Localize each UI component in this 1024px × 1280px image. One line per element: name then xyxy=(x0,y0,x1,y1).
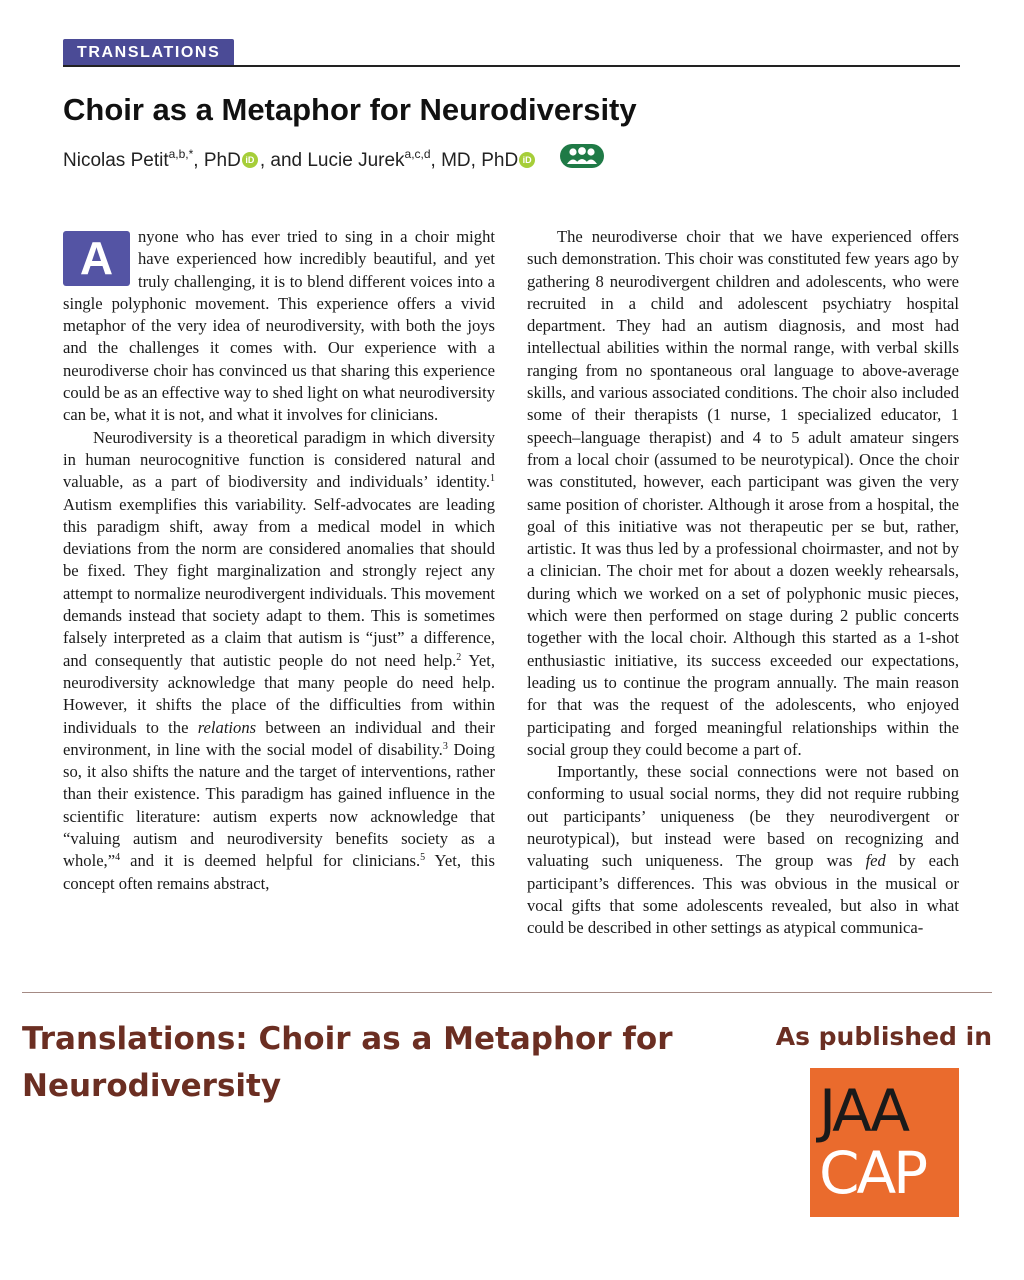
journal-logo xyxy=(810,1068,959,1217)
orcid-icon[interactable]: iD xyxy=(519,152,535,168)
author-1-name: Nicolas Petit xyxy=(63,150,169,171)
author-2-degree: , MD, PhD xyxy=(430,150,519,171)
group-icon xyxy=(559,143,605,175)
orcid-icon[interactable]: iD xyxy=(242,152,258,168)
footer-rule xyxy=(22,992,992,993)
published-in-label: As published in xyxy=(775,1022,992,1051)
author-2-affiliations: a,c,d xyxy=(404,147,431,161)
reference-2[interactable]: 2 xyxy=(456,651,462,663)
author-1-degree: , PhD xyxy=(193,150,241,171)
reference-3[interactable]: 3 xyxy=(442,740,448,752)
footer-title: Translations: Choir as a Metaphor for Neurodiversity xyxy=(22,1021,673,1104)
drop-cap: A xyxy=(63,231,130,286)
body-column-left xyxy=(63,226,495,895)
header-rule xyxy=(63,65,960,67)
body-column-right xyxy=(527,226,959,940)
author-connector: , and Lucie Jurek xyxy=(259,150,405,171)
author-1-affiliations: a,b,* xyxy=(168,147,194,161)
paragraph-4: Importantly, these social connections were not based on conforming to usual social norms, they did not require rubbing out participants’ uniqueness (be they neurodivergent or neurotypical), but instead were based on recognizing and valuating such uniqueness. The group was fed by each participant’s differences. This was obvious in the musical or vocal gifts that some adolescents revealed, but also in what could be described in other settings as atypical communica- xyxy=(527,762,959,938)
logo-line-2: CAP xyxy=(819,1139,926,1207)
logo-line-1: JAA xyxy=(819,1077,908,1145)
paragraph-1: A nyone who has ever tried to sing in a choir might have experienced how incredibly beautiful, and yet truly challenging, it is to blend different voices into a single polyphonic movement. This experience offers a vivid metaphor of the very idea of neurodiversity, with both the joys and the challenges it comes with. Our experience with a neurodiverse choir has convinced us that sharing this experience could be as an effective way to shed light on what neurodiversity can be, what it is not, and what it involves for clinicians. xyxy=(63,227,495,425)
paragraph-3: The neurodiverse choir that we have experienced offers such demonstration. This choir was constituted few years ago by gathering 8 neurodivergent children and adolescents, who were recruited in a child and adolescent psychiatry hospital department. They had an autism diagnosis, and most had intellectual abilities within the normal range, with verbal skills ranging from no spontaneous oral language to above-average skills, and various associated conditions. The choir also included some of their therapists (1 nurse, 1 specialized educator, 1 speech–language therapist) and 4 to 5 adult amateur singers from a local choir (assumed to be neurotypical). Once the choir was constituted, however, each participant was given the very same position of chorister. Although it arose from a hospital, the goal of this initiative was not therapeutic per se but, rather, artistic. It was thus led by a professional choirmaster, and not by a clinician. The choir met for about a dozen weekly rehearsals, during which we worked on a set of polyphonic music pieces, which were then performed on stage during 2 public concerts together with the local choir. Although this started as a 1-shot enthusiastic initiative, its success exceeded our expectations, leading us to continue the program annually. The main reason for that was the request of the adolescents, who enjoyed participating and forged meaningful relationships within the social group they could become a part of. xyxy=(527,227,959,759)
paper-title: Choir as a Metaphor for Neurodiversity xyxy=(63,92,637,127)
paragraph-2: Neurodiversity is a theoretical paradigm in which diversity in human neurocognitive function is considered natural and valuable, as a part of biodiversity and individuals’ identity.$^1$ Autism exemplifies this variability. Self-advocates are leading this paradigm shift, away from a medical model in which deviations from the norm are considered anomalies that should be fixed. They fight marginalization and strongly reject any attempt to normalize neurodivergent individuals. This movement demands instead that society adapt to them. This is sometimes falsely interpreted as a claim that autism is “just” a difference, and consequently that autistic people do not need help.$^2$ Yet, neurodiversity acknowledge that many people do need help. However, it shifts the place of the difficulties from within individuals to the relations between an individual and their environment, in line with the social model of disability.$^3$ Doing so, it also shifts the nature and the target of interventions, rather than their existence. This paradigm has gained influence in the scientific literature: autism experts now acknowledge that “valuing autism and neurodiversity benefits society as a whole,”$^4$ and it is deemed helpful for clinicians.$^5$ Yet, this concept often remains abstract, xyxy=(63,427,496,893)
reference-1[interactable]: 1 xyxy=(490,473,495,485)
section-tab: TRANSLATIONS xyxy=(63,39,234,67)
reference-5[interactable]: 5 xyxy=(420,852,426,864)
author-line xyxy=(63,145,605,177)
reference-4[interactable]: 4 xyxy=(115,852,121,864)
